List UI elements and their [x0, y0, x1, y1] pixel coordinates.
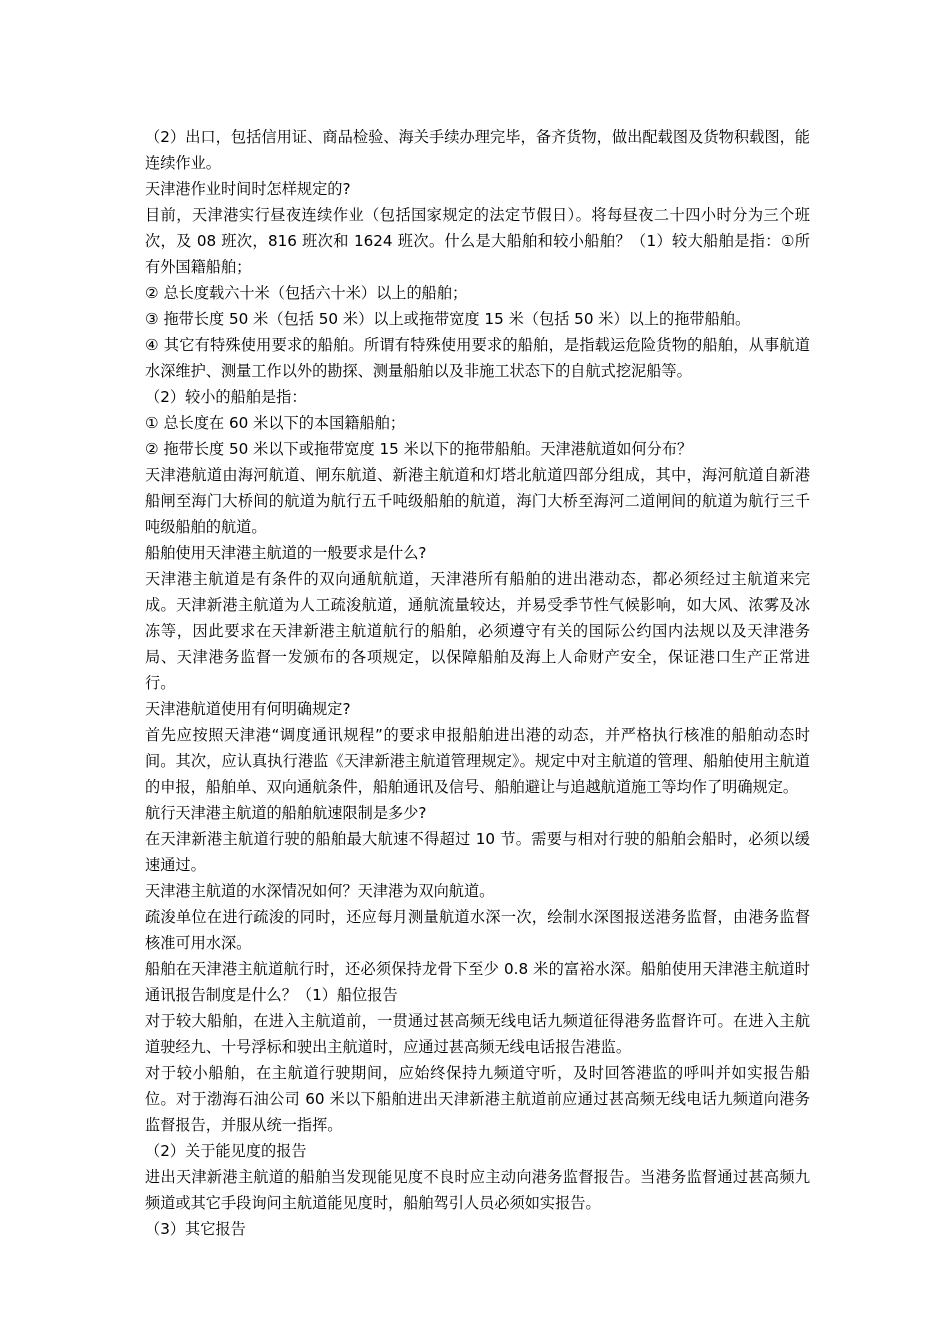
paragraph-dredging: 疏浚单位在进行疏浚的同时，还应每月测量航道水深一次，绘制水深图报送港务监督，由港务监督核准可用水深。 — [145, 908, 810, 952]
question-channel-rules: 天津港航道使用有何明确规定? — [145, 700, 351, 718]
heading-other-reports: （3）其它报告 — [145, 1220, 246, 1238]
paragraph-large-vessel-report: 对于较大船舶，在进入主航道前，一贯通过甚高频无线电话九频道征得港务监督许可。在进入主航道驶经九、十号浮标和驶出主航道时，应通过甚高频无线电话报告港监。 — [145, 1012, 810, 1056]
list-item-large-vessel-length: ② 总长度载六十米（包括六十米）以上的船舶； — [145, 284, 468, 302]
paragraph-export-conditions: （2）出口，包括信用证、商品检验、海关手续办理完毕，备齐货物，做出配载图及货物积载图，能连续作业。 — [145, 128, 810, 172]
list-item-small-vessel-tow: ② 拖带长度 50 米以下或拖带宽度 15 米以下的拖带船舶。天津港航道如何分布？ — [145, 440, 693, 458]
paragraph-keel-clearance: 船舶在天津港主航道航行时，还必须保持龙骨下至少 0.8 米的富裕水深。船舶使用天津港主航道时通讯报告制度是什么？（1）船位报告 — [145, 960, 810, 1004]
question-speed-limit: 航行天津港主航道的船舶航速限制是多少? — [145, 804, 427, 822]
paragraph-channel-rules: 首先应按照天津港“调度通讯规程”的要求申报船舶进出港的动态，并严格执行核准的船舶动态时间。其次，应认真执行港监《天津新港主航道管理规定》。规定中对主航道的管理、船舶使用主航道的申报，船舶单、双向通航条件，船舶通讯及信号、船舶避让与追越航道施工等均作了明确规定。 — [145, 726, 810, 796]
paragraph-channel-layout: 天津港航道由海河航道、闸东航道、新港主航道和灯塔北航道四部分组成，其中，海河航道自新港船闸至海门大桥间的航道为航行五千吨级船舶的航道，海门大桥至海河二道闸间的航道为航行三千吨级船舶的航道。 — [145, 466, 810, 536]
heading-visibility-report: （2）关于能见度的报告 — [145, 1142, 307, 1160]
question-general-requirements: 船舶使用天津港主航道的一般要求是什么? — [145, 544, 427, 562]
paragraph-small-vessel-report: 对于较小船舶，在主航道行驶期间，应始终保持九频道守听，及时回答港监的呼叫并如实报告船位。对于渤海石油公司 60 米以下船舶进出天津新港主航道前应通过甚高频无线电话九频道向港务监督报告，并服从统一指挥。 — [145, 1064, 810, 1134]
list-item-large-vessel-special: ④ 其它有特殊使用要求的船舶。所谓有特殊使用要求的船舶，是指载运危险货物的船舶，从事航道水深维护、测量工作以外的勘探、测量船舶以及非施工状态下的自航式挖泥船等。 — [145, 336, 810, 380]
question-water-depth: 天津港主航道的水深情况如何？天津港为双向航道。 — [145, 882, 495, 900]
paragraph-speed-limit: 在天津新港主航道行驶的船舶最大航速不得超过 10 节。需要与相对行驶的船舶会船时，必须以缓速通过。 — [145, 830, 810, 874]
paragraph-general-requirements: 天津港主航道是有条件的双向通航航道，天津港所有船舶的进出港动态，都必须经过主航道来完成。天津新港主航道为人工疏浚航道，通航流量较达，并易受季节性气候影响，如大风、浓雾及冰冻等，因此要求在天津新港主航道航行的船舶，必须遵守有关的国际公约国内法规以及天津港务局、天津港务监督一发颁布的各项规定，以保障船舶及海上人命财产安全，保证港口生产正常进行。 — [145, 570, 810, 692]
paragraph-visibility-report: 进出天津新港主航道的船舶当发现能见度不良时应主动向港务监督报告。当港务监督通过甚高频九频道或其它手段询问主航道能见度时，船舶驾引人员必须如实报告。 — [145, 1168, 810, 1212]
list-item-small-vessel-length: ① 总长度在 60 米以下的本国籍船舶； — [145, 414, 406, 432]
question-operating-hours: 天津港作业时间时怎样规定的? — [145, 180, 351, 198]
document-body — [145, 124, 810, 1242]
heading-small-vessels: （2）较小的船舶是指： — [145, 388, 307, 406]
paragraph-operating-hours: 目前，天津港实行昼夜连续作业（包括国家规定的法定节假日）。将每昼夜二十四小时分为三个班次，及 08 班次，816 班次和 1624 班次。什么是大船舶和较小船舶？（1）较大船舶是指：①所有外国籍船舶； — [145, 206, 810, 276]
list-item-large-vessel-tow: ③ 拖带长度 50 米（包括 50 米）以上或拖带宽度 15 米（包括 50 米）以上的拖带船舶。 — [145, 310, 751, 328]
